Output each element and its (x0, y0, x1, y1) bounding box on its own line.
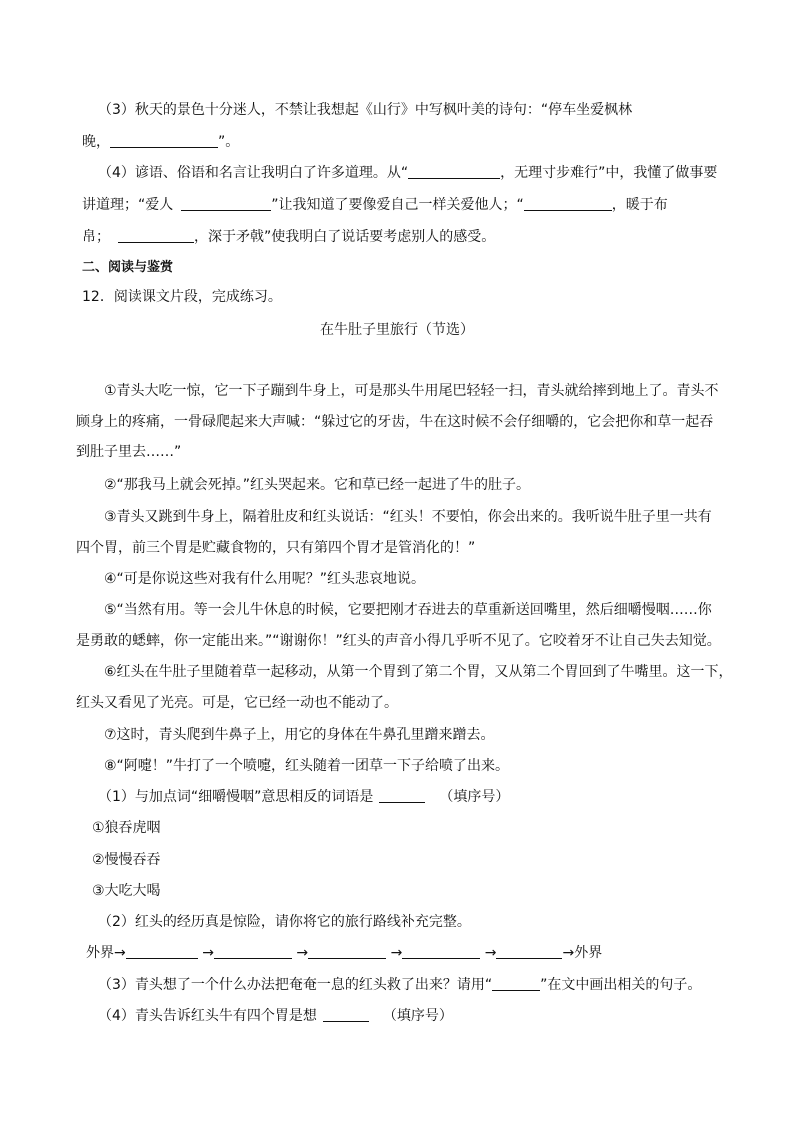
section-heading: 二、阅读与鉴赏 (82, 260, 174, 275)
passage-p1-line-2: 顾身上的疼痛，一骨碌爬起来大声喊：“躲过它的牙齿，牛在这时候不会仔细嚼的，它会把你和草一起吞 (76, 414, 714, 430)
q4-line-2-prefix: 讲道理；“爱人 (82, 197, 174, 213)
q4-blank-4[interactable] (118, 228, 194, 243)
question-4-blank[interactable] (323, 1007, 369, 1022)
q4-blank-3[interactable] (524, 196, 612, 211)
question-1 (98, 787, 509, 807)
question-4 (98, 1006, 453, 1026)
q4-line-2-suffix: ，暖于布 (611, 197, 668, 213)
q4-line-3-suffix: ，深于矛戟”使我明白了说话要考虑别人的感受。 (194, 229, 496, 245)
route-blank-2[interactable] (214, 944, 292, 959)
q4-line-1-suffix: ，无理寸步难行”中，我懂了做事要 (500, 165, 718, 181)
passage-p5-line-2: 是勇敢的蟋蟀，你一定能出来。”“谢谢你！”红头的声音小得几乎听不见了。它咬着牙不让自己失去知觉。 (76, 633, 721, 649)
question-3-prefix: （3）青头想了一个什么办法把奄奄一息的红头救了出来？请用“ (98, 977, 493, 993)
passage-p7: ⑦这时，青头爬到牛鼻子上，用它的身体在牛鼻孔里蹭来蹭去。 (104, 727, 495, 743)
route-start: 外界→ (86, 945, 126, 961)
q3-answer-blank[interactable] (110, 133, 218, 148)
q4-line-3 (82, 227, 495, 247)
route-arrow-3: → (390, 945, 403, 961)
question-4-suffix: （填序号） (382, 1008, 453, 1024)
route-blank-3[interactable] (308, 944, 386, 959)
q3-line-1: （3）秋天的景色十分迷人，不禁让我想起《山行》中写枫叶美的诗句：“停车坐爱枫林 (98, 102, 633, 118)
q4-blank-1[interactable] (408, 164, 500, 179)
passage-p6-line-2: 红头又看见了光亮。可是，它已经一动也不能动了。 (76, 695, 398, 711)
route-arrow-4: → (484, 945, 497, 961)
q4-line-2 (82, 195, 668, 215)
q3-line-2 (82, 132, 239, 152)
question-1-blank[interactable] (379, 788, 425, 803)
question-1-option-3[interactable]: ③大吃大喝 (92, 883, 161, 899)
passage-p5-line-1: ⑤“当然有用。等一会儿牛休息的时候，它要把刚才吞进去的草重新送回嘴里，然后细嚼慢咽……你 (104, 602, 712, 618)
passage-p8: ⑧“阿嚏！”牛打了一个喷嚏，红头随着一团草一下子给喷了出来。 (104, 758, 510, 774)
q4-line-1 (98, 163, 717, 183)
passage-title: 在牛肚子里旅行（节选） (320, 322, 474, 338)
passage-p4: ④“可是你说这些对我有什么用呢？”红头悲哀地说。 (104, 571, 426, 587)
passage-p2: ②“那我马上就会死掉。”红头哭起来。它和草已经一起进了牛的肚子。 (104, 477, 531, 493)
question-3-suffix: ”在文中画出相关的句子。 (540, 977, 702, 993)
question-3-blank[interactable] (492, 976, 540, 991)
route-blank-1[interactable] (126, 944, 198, 959)
passage-p1-line-3: 到肚子里去……” (76, 444, 182, 460)
q12-prompt: 12．阅读课文片段，完成练习。 (82, 289, 282, 305)
question-3 (98, 975, 701, 995)
question-1-suffix: （填序号） (439, 789, 510, 805)
route-blank-4[interactable] (402, 944, 480, 959)
route-arrow-2: → (296, 945, 309, 961)
passage-p3-line-2: 四个胃，前三个胃是贮藏食物的，只有第四个胃才是管消化的！” (76, 540, 476, 556)
question-2-route (86, 943, 602, 963)
passage-p1-line-1: ①青头大吃一惊，它一下子蹦到牛身上，可是那头牛用尾巴轻轻一扫，青头就给摔到地上了。青头不 (104, 383, 719, 399)
route-arrow-1: → (202, 945, 214, 961)
route-end: →外界 (562, 945, 603, 961)
q3-line-2-suffix: ”。 (218, 134, 240, 150)
question-2: （2）红头的经历真是惊险，请你将它的旅行路线补充完整。 (98, 914, 471, 930)
q4-blank-2[interactable] (181, 196, 271, 211)
q3-line-2-prefix: 晚， (82, 134, 110, 150)
q4-line-1-prefix: （4）谚语、俗语和名言让我明白了许多道理。从“ (98, 165, 409, 181)
passage-p6-line-1: ⑥红头在牛肚子里随着草一起移动，从第一个胃到了第二个胃，又从第二个胃回到了牛嘴里。这一下， (104, 664, 733, 680)
question-1-option-1[interactable]: ①狼吞虎咽 (92, 820, 161, 836)
q4-line-3-prefix: 帛； (82, 229, 110, 245)
question-4-prefix: （4）青头告诉红头牛有四个胃是想 (98, 1008, 317, 1024)
question-1-option-2[interactable]: ②慢慢吞吞 (92, 852, 161, 868)
q4-line-2-middle: ”让我知道了要像爱自己一样关爱他人；“ (271, 197, 524, 213)
passage-p3-line-1: ③青头又跳到牛身上，隔着肚皮和红头说话：“红头！不要怕，你会出来的。我听说牛肚子里一共有 (104, 509, 712, 525)
route-blank-5[interactable] (496, 944, 562, 959)
question-1-prefix: （1）与加点词“细嚼慢咽”意思相反的词语是 (98, 789, 374, 805)
